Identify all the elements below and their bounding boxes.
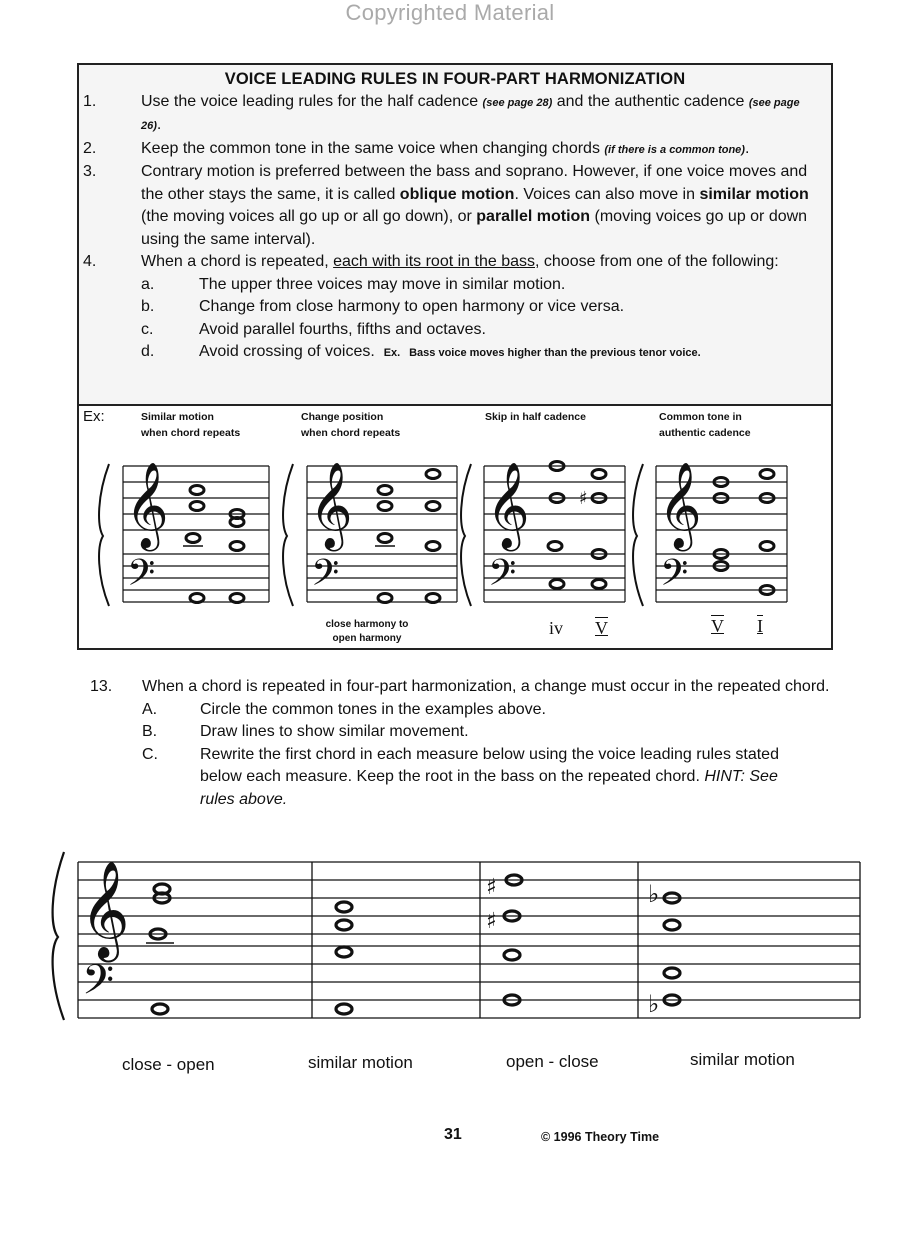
option-letter: A. [142,700,158,718]
subitem-letter: c. [141,320,154,338]
caption-line: Change position [301,411,384,423]
subitem-a [79,274,831,297]
copyright-notice: © 1996 Theory Time [541,1130,660,1144]
question-text: When a chord is repeated in four-part harmonization, a change must occur in the repeated chord. [142,678,830,695]
option-text: Circle the common tones in the examples above. [200,700,546,718]
parenthetical-note: (if there is a common tone) [604,143,745,156]
exercise-label-3: open - close [506,1052,599,1071]
example-2-bottom-caption [307,618,427,646]
exercise-label-2: similar motion [308,1053,413,1072]
roman-numeral: iv [549,618,564,638]
caption-line: when chord repeats [301,427,401,439]
exercise-label-4: similar motion [690,1050,795,1069]
rule-text: , choose from one of the following: [535,253,779,270]
option-text: Rewrite the first chord in each measure below using the voice leading rules stated below each measure. Keep the root in the bass on the repeated chord. [200,745,779,786]
flat-icon: ♭ [648,990,660,1018]
subitem-letter: b. [141,298,155,315]
bass-clef-icon: 𝄢 [127,552,156,603]
term-similar-motion: similar motion [699,185,809,203]
option-letter: C. [142,745,158,763]
examples-label: Ex: [83,408,105,425]
whole-note [426,470,440,479]
rule-number: 3. [83,163,97,180]
page-number: 31 [444,1126,462,1143]
bass-clef-icon: 𝄢 [488,552,517,603]
question-number: 13. [90,678,113,695]
bass-clef-icon: 𝄢 [660,552,689,603]
subitem-text: The upper three voices may move in similar motion. [199,275,566,293]
whole-note [504,950,520,960]
sharp-icon: ♯ [579,488,588,509]
roman-numeral: V [711,616,724,636]
whole-note [426,594,440,603]
whole-note [378,502,392,511]
rules-title: VOICE LEADING RULES IN FOUR-PART HARMONIZATION [224,70,686,88]
caption-line: close harmony to [325,619,409,630]
option-letter: B. [142,723,158,741]
bass-clef-icon: 𝄢 [311,552,340,603]
subitem-c [79,319,831,342]
rule-text: . [156,116,162,133]
rule-text: Contrary motion is preferred between the bass and soprano. However, if one voice moves and the other stays the same, it is called [141,163,808,203]
rule-text: When a chord is repeated, [141,253,334,270]
whole-note [378,486,392,495]
page-reference: (see page 28) [482,96,553,109]
whole-note [426,542,440,551]
term-oblique-motion: oblique motion [399,185,515,203]
treble-clef-icon: 𝄞 [125,462,169,548]
treble-clef-icon: 𝄞 [486,462,530,548]
rule-text: . [744,139,750,157]
hint-label: HINT: [704,768,745,786]
flat-icon: ♭ [648,880,660,908]
roman-numeral: V [595,618,608,638]
caption-line: when chord repeats [141,427,241,439]
underlined-phrase: each with its root in the bass [333,253,535,270]
rules-area [79,65,831,405]
whole-note [230,594,244,603]
treble-clef-icon: 𝄞 [80,860,130,958]
caption-line: Common tone in [659,411,742,423]
caption-line: open harmony [332,633,402,644]
exercise-grand-staff[interactable] [50,842,870,1032]
subitem-d [79,341,831,365]
caption-line: Similar motion [141,411,214,423]
caption-line: Skip in half cadence [485,411,586,423]
example-prefix: Ex. [383,347,401,359]
examples-area [79,406,831,648]
roman-numeral: I [757,616,763,636]
whole-note [548,542,562,551]
rule-number: 1. [83,92,97,110]
option-text: Draw lines to show similar movement. [200,723,469,741]
whole-note [378,594,392,603]
whole-note [760,470,774,479]
term-parallel-motion: parallel motion [476,208,591,225]
whole-note [592,470,606,479]
bass-clef-icon: 𝄢 [82,956,115,1014]
subitem-text: Avoid crossing of voices. [199,343,375,360]
rule-text: and the authentic cadence [552,92,749,110]
whole-note [190,594,204,603]
whole-note [550,580,564,589]
rule-text: (the moving voices all go up or all go down), or [141,208,477,225]
subitem-text: Avoid parallel fourths, fifths and octaves. [199,320,486,338]
option-c [90,744,850,812]
rule-text: Keep the common tone in the same voice when changing chords [141,139,605,157]
sharp-icon: ♯ [486,875,497,900]
rule-1 [79,91,831,138]
question-13 [90,676,850,812]
whole-note [664,920,680,930]
rule-text: Use the voice leading rules for the half cadence [141,92,483,110]
whole-note [760,542,774,551]
rule-text: (moving voices go up or down using the same interval). [141,208,808,248]
exercise-label-1: close - open [122,1055,215,1074]
rule-number: 2. [83,139,97,157]
option-b [90,721,850,744]
whole-note [378,534,392,543]
caption-line: authentic cadence [659,427,751,439]
hint-text: See rules above. [200,768,778,808]
whole-note [190,486,204,495]
whole-note [152,1004,168,1014]
copyright-watermark: Copyrighted Material [345,0,555,25]
page-reference: (see page 26) [141,96,800,132]
examples-staff-svg [79,406,831,648]
rule-3 [79,161,831,251]
subitem-b [79,296,831,319]
whole-note [336,902,352,912]
whole-note [190,502,204,511]
whole-note [426,502,440,511]
whole-note [664,968,680,978]
sharp-icon: ♯ [486,909,497,934]
subitem-text: Change from close harmony to open harmony or vice versa. [199,298,625,315]
rule-4 [79,251,831,274]
rule-number: 4. [83,253,97,270]
treble-clef-icon: 𝄞 [309,462,353,548]
rule-text: . Voices can also move in [514,185,700,203]
rule-2 [79,138,831,162]
whole-note [230,518,244,527]
option-a [90,699,850,722]
whole-note [336,920,352,930]
whole-note [186,534,200,543]
whole-note [336,1004,352,1014]
subitem-letter: d. [141,343,155,360]
whole-note [336,947,352,957]
subitem-letter: a. [141,275,155,293]
whole-note [592,580,606,589]
whole-note [230,542,244,551]
voice-leading-rules-box [77,63,833,650]
crossing-note: Bass voice moves higher than the previous tenor voice. [409,347,701,359]
treble-clef-icon: 𝄞 [658,462,702,548]
